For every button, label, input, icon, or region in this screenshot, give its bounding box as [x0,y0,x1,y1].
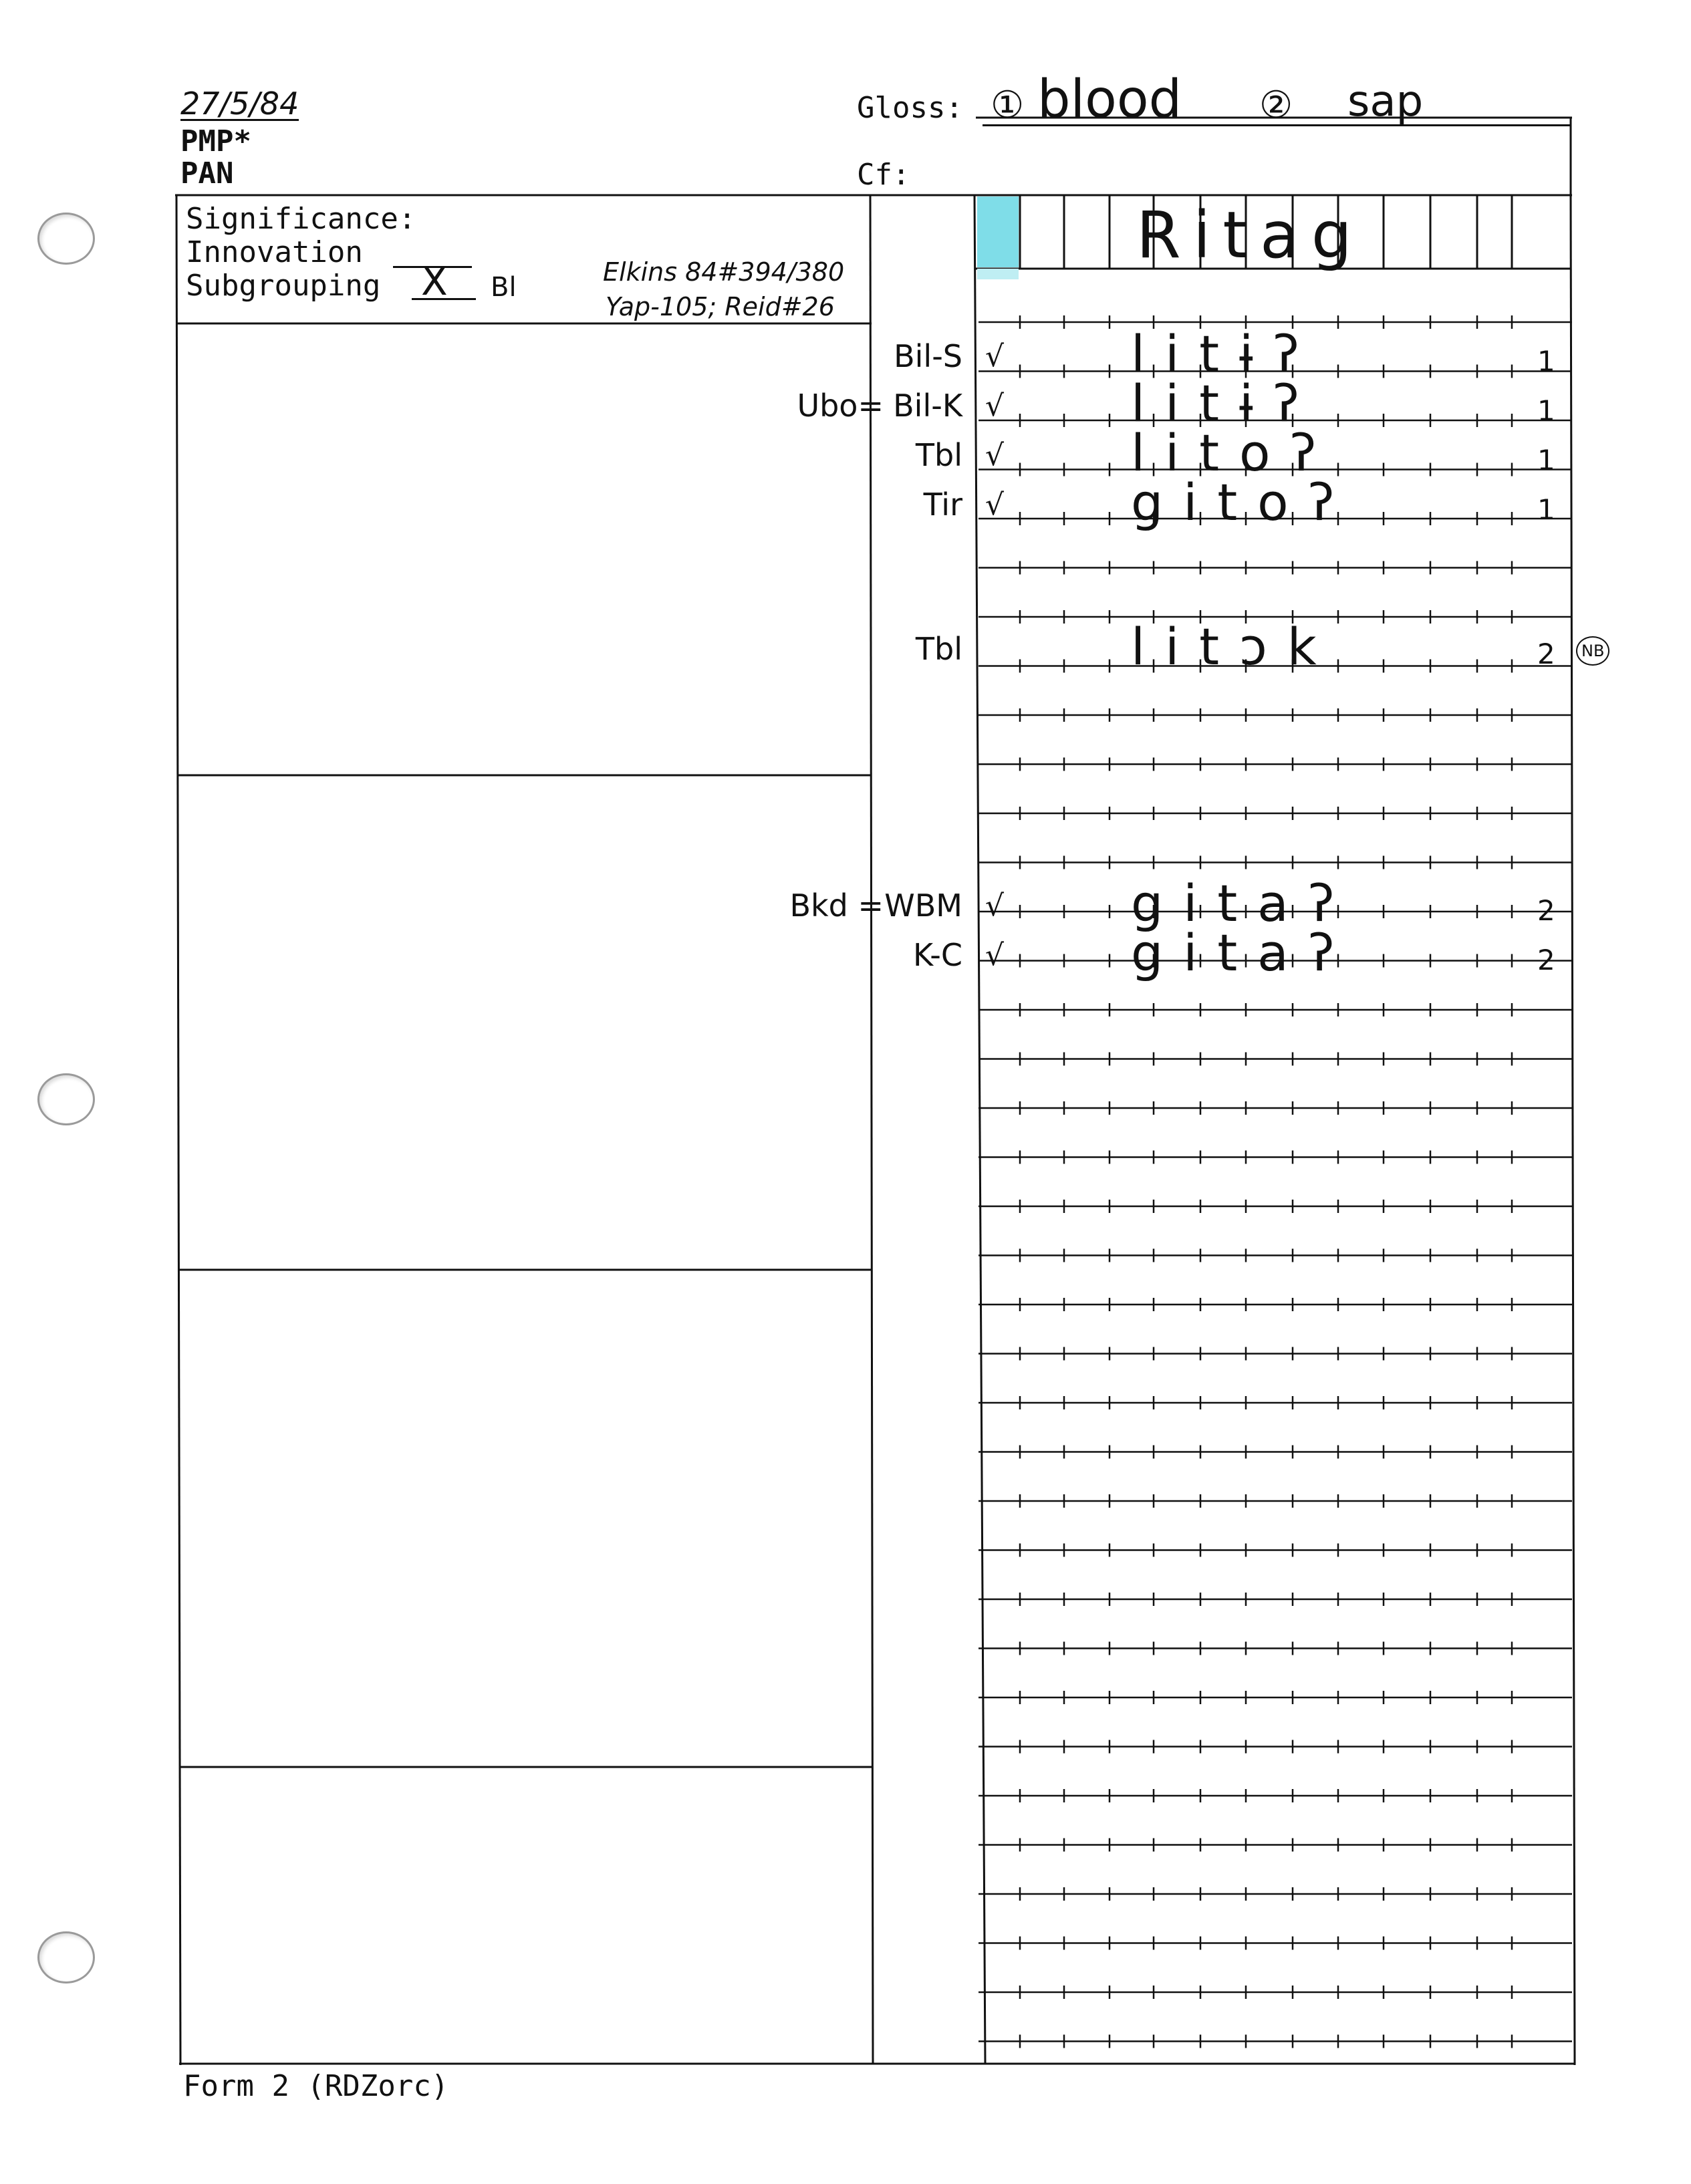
gloss-label: Gloss: [857,91,963,125]
entry-sense: 2 [1537,894,1555,927]
entry-form: gitaʔ [1131,923,1355,982]
entry-language: Tir [923,487,962,523]
subgrouping-note: Bl [491,272,517,303]
entry-form: litɨʔ [1131,374,1319,433]
entry-language: K-C [912,937,962,973]
source-line-1: Elkins 84#394/380 [603,257,845,287]
entry-language: Tbl [915,437,962,473]
gloss-marker-1: ① [991,84,1025,127]
entry-sense: 2 [1537,944,1555,976]
entry-sense: 1 [1537,493,1555,526]
entry-form: litoʔ [1131,423,1337,483]
entry-language: WBM [884,888,962,924]
gloss-2: sap [1347,77,1424,126]
entry-sense: 1 [1537,444,1555,476]
entry-language: Bil-K [893,388,962,424]
entry-note: NB [1576,636,1609,666]
cf-label: Cf: [857,158,910,192]
entry-check: √ [985,889,1005,923]
source-line-2: Yap-105; Reid#26 [606,292,835,321]
entry-prefix: Ubo= [797,388,884,424]
pan-label: PAN [180,156,234,190]
entry-check: √ [985,389,1005,423]
entry-form: gitaʔ [1131,873,1355,933]
entry-prefix: Bkd = [789,888,884,924]
entry-form: litɔk [1131,617,1337,676]
entry-sense: 2 [1537,638,1555,670]
entry-form: litɨʔ [1131,324,1319,384]
significance-title: Significance: [186,202,416,236]
entry-form: gitoʔ [1131,472,1355,532]
innovation-label: Innovation [186,235,363,269]
gloss-marker-2: ② [1259,84,1293,127]
subgrouping-mark: X [421,259,448,304]
pmp-label: PMP* [180,124,251,158]
entry-sense: 1 [1537,345,1555,378]
subgrouping-label: Subgrouping [186,269,381,303]
entry-sense: 1 [1537,394,1555,427]
entry-check: √ [985,339,1005,374]
entry-check: √ [985,938,1005,972]
entry-check: √ [985,438,1005,472]
reconstruction: Ritag [1136,198,1364,273]
entry-check: √ [985,488,1005,522]
gloss-1: blood [1037,70,1182,130]
date: 27/5/84 [180,86,299,122]
entry-language: Bil-S [894,338,962,374]
entry-language: Tbl [915,631,962,667]
form-footer: Form 2 (RDZorc) [183,2069,449,2103]
